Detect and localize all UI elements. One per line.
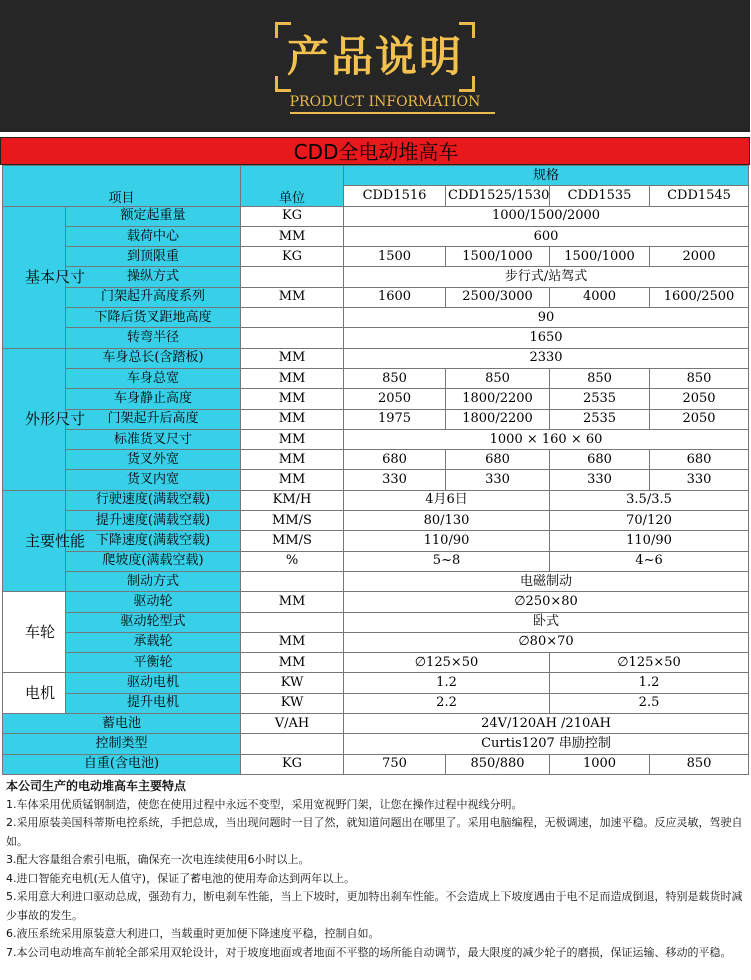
row-value: 2535 [550,389,650,409]
table-row [3,470,749,490]
table-row [3,247,749,267]
row-value: 3.5/3.5 [550,490,749,510]
table-row [3,226,749,246]
row-name: 驱动轮型式 [66,612,241,632]
row-value: 2535 [550,409,650,429]
row-name: 到顶限重 [66,247,241,267]
row-unit [241,571,344,591]
group-label-performance: 主要性能 [3,490,66,591]
row-value: 600 [344,226,749,246]
row-value: 1600/2500 [650,287,749,307]
row-value: 330 [446,470,550,490]
table-row [3,429,749,449]
table-row [3,673,749,693]
row-value: 2050 [344,389,446,409]
row-unit [241,734,344,754]
row-value: 850 [344,368,446,388]
feature-item: 1.车体采用优质锰钢制造，使您在使用过程中永远不变型，采用宽视野门架，让您在操作过程中视线分明。 [6,797,523,811]
row-value: 850 [650,368,749,388]
model-header: CDD1525/1530 [446,186,550,206]
row-name: 操纵方式 [66,267,241,287]
row-unit [241,308,344,328]
feature-item: 4.进口智能充电机(无人值守)，保证了蓄电池的使用寿命达到两年以上。 [6,871,356,885]
row-name: 承载轮 [66,632,241,652]
title-frame [275,22,475,92]
row-value: 2.2 [344,693,550,713]
row-name: 下降后货叉距地高度 [66,308,241,328]
row-value: 70/120 [550,511,749,531]
table-title-bar [0,137,750,165]
row-value: 1000 × 160 × 60 [344,429,749,449]
row-value: 330 [550,470,650,490]
row-name: 平衡轮 [66,653,241,673]
row-value: 1500/1000 [550,247,650,267]
row-value: 750 [344,754,446,774]
row-unit: MM [241,450,344,470]
row-name: 车身总宽 [66,368,241,388]
row-value: 2050 [650,409,749,429]
row-value: 850 [550,368,650,388]
row-value: 90 [344,308,749,328]
row-name: 货叉外宽 [66,450,241,470]
table-row [3,632,749,652]
row-name: 转弯半径 [66,328,241,348]
model-header: CDD1535 [550,186,650,206]
feature-item: 6.液压系统采用原装意大利进口，当载重时更加便下降速度平稳，控制自如。 [6,927,380,940]
row-unit [241,328,344,348]
row-value: 1800/2200 [446,389,550,409]
model-header: CDD1516 [344,186,446,206]
row-value: 330 [344,470,446,490]
row-value: 850 [650,754,749,774]
row-unit: MM [241,470,344,490]
row-value: Curtis1207 串励控制 [344,734,749,754]
row-name: 提升电机 [66,693,241,713]
row-value: ∅80×70 [344,632,749,652]
row-unit: MM [241,592,344,612]
row-unit: KW [241,673,344,693]
row-value: ∅125×50 [550,653,749,673]
row-value: 1650 [344,328,749,348]
row-value: 1000 [550,754,650,774]
row-value: 24V/120AH /210AH [344,714,749,734]
table-row [3,754,749,774]
row-unit: MM [241,348,344,368]
row-value: 1500 [344,247,446,267]
row-value: 110/90 [550,531,749,551]
row-unit: MM [241,368,344,388]
table-row [3,551,749,571]
table-row [3,348,749,368]
features-section [6,777,746,962]
row-value: 680 [446,450,550,470]
row-value: 2330 [344,348,749,368]
row-value: 680 [650,450,749,470]
row-value: 4月6日 [344,490,550,510]
row-value: 110/90 [344,531,550,551]
spec-table [2,165,749,775]
table-header-row [3,166,749,186]
feature-item: 7.本公司电动堆高车前轮全部采用双轮设计，对于坡度地面或者地面不平整的场所能自动调节，最大限度的减少轮子的磨损，保证运输、移动的平稳。 [6,945,732,959]
row-value: 2050 [650,389,749,409]
table-row [3,592,749,612]
row-unit: KM/H [241,490,344,510]
table-row [3,734,749,754]
row-value: 1800/2200 [446,409,550,429]
row-unit [241,612,344,632]
row-unit: % [241,551,344,571]
row-name: 货叉内宽 [66,470,241,490]
row-unit: MM [241,632,344,652]
row-value: 1.2 [344,673,550,693]
row-name: 控制类型 [3,734,241,754]
table-row [3,368,749,388]
row-name: 额定起重量 [66,206,241,226]
row-name: 制动方式 [66,571,241,591]
group-label-basic: 基本尺寸 [3,206,66,348]
row-value: 5~8 [344,551,550,571]
row-value: ∅250×80 [344,592,749,612]
row-value: 电磁制动 [344,571,749,591]
row-name: 门架起升高度系列 [66,287,241,307]
row-unit: KG [241,206,344,226]
group-label-exterior: 外形尺寸 [3,348,66,490]
table-row [3,389,749,409]
row-unit: MM [241,653,344,673]
page-title: 产品说明 [286,32,463,81]
row-value: 2000 [650,247,749,267]
row-name: 行驶速度(满载空载) [66,490,241,510]
row-unit: MM [241,287,344,307]
model-header: CDD1545 [650,186,749,206]
row-name: 下降速度(满载空载) [66,531,241,551]
table-row [3,328,749,348]
row-unit: KG [241,247,344,267]
row-name: 载荷中心 [66,226,241,246]
table-row [3,490,749,510]
row-value: ∅125×50 [344,653,550,673]
row-value: 步行式/站驾式 [344,267,749,287]
row-name: 标准货叉尺寸 [66,429,241,449]
row-value: 1500/1000 [446,247,550,267]
group-label-motor: 电机 [3,673,66,714]
row-value: 2.5 [550,693,749,713]
row-unit: MM [241,226,344,246]
header-banner [0,0,750,132]
row-value: 680 [550,450,650,470]
header-item: 项目 [3,166,241,207]
table-row [3,206,749,226]
table-row [3,267,749,287]
row-unit: V/AH [241,714,344,734]
row-name: 驱动轮 [66,592,241,612]
row-unit: KG [241,754,344,774]
row-value: 1000/1500/2000 [344,206,749,226]
row-name: 蓄电池 [3,714,241,734]
page-subtitle: PRODUCT INFORMATION [289,94,481,110]
row-value: 4~6 [550,551,749,571]
row-value: 1975 [344,409,446,429]
subtitle-underline [290,112,495,114]
row-value: 330 [650,470,749,490]
group-label-wheels: 车轮 [3,592,66,673]
row-unit: MM/S [241,511,344,531]
table-row [3,308,749,328]
row-name: 爬坡度(满载空载) [66,551,241,571]
row-unit [241,267,344,287]
row-value: 680 [344,450,446,470]
row-value: 850/880 [446,754,550,774]
row-name: 车身静止高度 [66,389,241,409]
row-value: 80/130 [344,511,550,531]
row-unit: KW [241,693,344,713]
row-value: 1.2 [550,673,749,693]
row-unit: MM [241,389,344,409]
table-row [3,653,749,673]
row-unit: MM/S [241,531,344,551]
row-value: 850 [446,368,550,388]
table-row [3,693,749,713]
header-unit: 单位 [241,166,344,207]
table-row [3,612,749,632]
table-row [3,287,749,307]
table-title: CDD全电动堆高车 [293,140,459,164]
header-spec: 规格 [344,166,749,186]
row-name: 车身总长(含踏板) [66,348,241,368]
row-unit: MM [241,409,344,429]
table-row [3,531,749,551]
features-title: 本公司生产的电动堆高车主要特点 [6,779,187,793]
row-value: 卧式 [344,612,749,632]
table-row [3,714,749,734]
table-row [3,571,749,591]
feature-item: 5.采用意大利进口驱动总成，强劲有力，断电刹车性能，当上下坡时，更加特出刹车性能。不会造成上下坡度遇由于电不足而造成倒退，特别是载货时减少事故的发生。 [6,890,743,922]
row-value: 2500/3000 [446,287,550,307]
table-row [3,511,749,531]
row-name: 门架起升后高度 [66,409,241,429]
row-name: 驱动电机 [66,673,241,693]
row-value: 4000 [550,287,650,307]
row-unit: MM [241,429,344,449]
feature-item: 3.配大容量组合索引电瓶，确保充一次电连续使用6小时以上。 [6,853,310,866]
feature-item: 2.采用原装美国科蒂斯电控系统，手把总成，当出现问题时一目了然，就知道问题出在哪里了。采用电脑编程，无极调速，加速平稳。反应灵敏，驾驶自如。 [6,816,743,848]
table-row [3,409,749,429]
row-name: 自重(含电池) [3,754,241,774]
row-value: 1600 [344,287,446,307]
table-row [3,450,749,470]
row-name: 提升速度(满载空载) [66,511,241,531]
